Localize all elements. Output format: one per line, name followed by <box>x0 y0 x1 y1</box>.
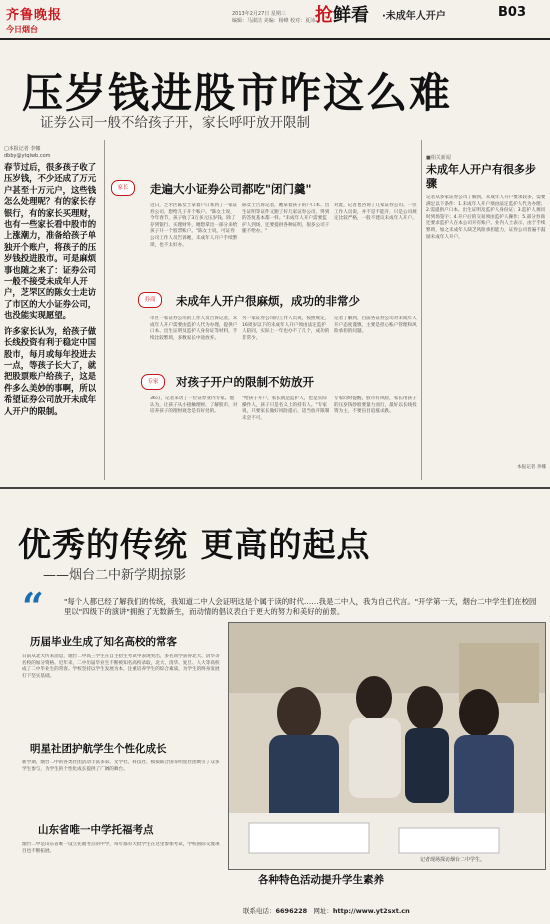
feature-section-heading: 明星社团护航学生个性化成长 <box>30 743 167 755</box>
sidebar-title: 未成年人开户有很多步骤 <box>426 163 536 190</box>
sidebar-body: 记者从多家证券公司了解到，未成年人开户要求较多，需要满足以下条件：1.未成年人开户须由法定监护人代为办理；2.需提供户口本、出生证明及监护人身份证；3.监护人须同时到场签字；4.开户后的交易须由监护人操作；5.部分券商还要求监护人在本公司开有账户。业内人士表示，由于手续繁琐，加之未成年人缺乏风险承担能力，证券公司普遍不鼓励未成年人开户。 <box>426 195 546 240</box>
photo-illustration <box>229 623 545 869</box>
section-heading: 走遍大小证券公司都吃"闭门羹" <box>150 182 312 196</box>
feature-section-body: 日前从北大传来消息，烟台二中高三学生在自主招生考试中表现突出，多名同学获得北大、清华等名校的加分资格。近年来，二中历届毕业生不断被知名高校录取，北大、清华、复旦、人大等高校成了二中毕业生的常客。学校坚持以学生发展为本，注重培养学生的综合素质，为学生的终身发展打下坚实基础。 <box>22 654 220 679</box>
headline: 压岁钱进股市咋这么难 <box>22 69 452 117</box>
contact-info <box>243 906 410 915</box>
feature-subheadline: ——烟台二中新学期掠影 <box>43 568 187 583</box>
section-column: 对此，记者也咨询了几家证券公司。一位工作人员说，并不是不能开，只是公司规定比较严格，一般不建议未成年人开户。 <box>334 203 417 222</box>
column-brand <box>315 1 369 27</box>
column-divider <box>104 140 105 480</box>
classroom-photo <box>228 622 546 870</box>
lead-text: 春节过后，很多孩子收了压岁钱，不少还成了万元户甚至十万元户，这些钱怎么处理呢？有的家长存银行，有的家长买理财，也有一些家长看中股市的上涨潮力，准备给孩子单独开个账户，将孩子的压岁钱投进股市。可是麻烦事也随之来了：证券公司一般不接受未成年人开户，芝罘区的陈女士走访了市区的大小证券公司，也没能实现愿望。 <box>4 162 97 321</box>
section-column: "给孩子开户，家长既是监护人，也是实际操作人，孩子只是名义上的持有人。"专家说，只要家长做好风险提示，适当放开限制未尝不可。 <box>242 396 330 421</box>
byline <box>4 146 51 160</box>
header-rule <box>0 38 550 40</box>
related-news-sidebar <box>426 154 546 472</box>
section-column: 记者了解到，目前各证券公司对未成年人开户态度谨慎，主要是担心账户管理和风险承担的问题。 <box>334 316 417 335</box>
pull-quote: "每个人都已经了解我们的传统，我知道二中人会证明这是个属于读的时代……我是二中人，我为自己代言。"开学第一天，烟台二中学生们在校园里以"四级下的演讲"拥抱了无数新生，而动情的倡议表白于更大的努力和美好的前景。 <box>64 597 537 616</box>
feature-section-heading: 各种特色活动提升学生素养 <box>258 874 384 886</box>
feature-section-body: 新学期，烟台二中的各类社团活动丰富多彩。文学社、科技社、模拟联合国等明星社团吸引了众多学生参与，为学生的个性化成长提供了广阔的舞台。 <box>22 760 220 772</box>
lead-paragraph <box>4 162 100 417</box>
column-divider <box>421 140 422 480</box>
feature-section-body: 烟台二中是山东省唯一设立托福考点的中学，每年都有大批学生在这里参加考试，学校国际交流项目也不断拓展。 <box>22 842 220 854</box>
masthead-title: 齐鲁晚报 <box>6 8 63 23</box>
section-heading: 未成年人开户很麻烦，成功的非常少 <box>176 294 360 308</box>
section-column: 市区一家证券公司的工作人员告诉记者，未成年人开户需要由监护人代为办理，提供户口本、出生证明及监护人身份证等材料，手续比较繁琐，多数家长中途放弃。 <box>150 316 238 341</box>
byline-email: dbby@ytqlwb.com <box>4 153 51 159</box>
feature-headline: 优秀的传统 更高的起点 <box>18 525 371 564</box>
feature-section-heading: 历届毕业生成了知名高校的常客 <box>30 636 177 648</box>
photo-caption: 记者现场探访烟台二中学生。 <box>420 857 486 863</box>
section-heading: 对孩子开户的限制不妨放开 <box>176 375 314 389</box>
feature-section-heading: 山东省唯一中学托福考点 <box>38 824 154 836</box>
issue-date: 2013年2月27日 星期三 <box>232 11 286 17</box>
contact-phone: 6696228 <box>275 907 308 915</box>
section-column: 专家同时提醒，股市有风险，家长用孩子的压岁钱炒股要量力而行，最好以长线投资为主，不要盲目追涨杀跌。 <box>334 396 417 415</box>
masthead-subtitle: 今日烟台 <box>6 25 38 34</box>
section-column: 另一家证券公司的工作人员说，按照规定，16周岁以下的未成年人开户须由法定监护人陪同，实际上一年也办不了几个，成功的非常少。 <box>242 316 330 341</box>
tag-expert: 专家 <box>141 374 165 390</box>
tag-brokers: 券商 <box>138 292 162 308</box>
lead-text-2: 许多家长认为，给孩子做长线投资有利于稳定中国股市，每月或每年投进去一点，等孩子长大了，就把股票账户给孩子，这是件多么美妙的事啊，所以希望证券公司放开未成年人开户的限制。 <box>4 325 97 416</box>
tag-parents: 家长 <box>111 180 135 196</box>
page-number: B03 <box>498 5 526 20</box>
issue-editors: 编辑：马淑洁 美编：杨峰 校对：夏沛 <box>232 18 316 24</box>
section-name: ·未成年人开户 <box>382 11 446 22</box>
story-divider <box>0 487 550 489</box>
section-column: 36日，记者采访了一位证券业内专家。他认为，让孩子从小接触理财、了解股市，对培养孩子的理财观念是有好处的。 <box>150 396 238 415</box>
byline-reporter: □本报记者 李娜 <box>4 146 41 152</box>
website-label: 网址： <box>313 907 333 915</box>
quote-mark-icon: “ <box>22 584 44 629</box>
brand-main: 鲜看 <box>333 5 369 26</box>
brand-prefix: 抢 <box>315 5 333 26</box>
subheadline: 证券公司一般不给孩子开，家长呼吁放开限制 <box>40 115 310 131</box>
masthead-logo <box>6 4 76 35</box>
section-column: 这日，芝罘区陈女士拿着户口本到了一家证券公司，想给儿子开个账户。"陈女士说，今年春节，孩子收了3万多元压岁钱，除了存到银行、买理财外，她想拿出一部分来给孩子开一个股票账户。"陈女士说，可证券公司工作人员告诉她，未成年人开户手续繁琐，也不太好办。 <box>150 203 238 248</box>
issue-meta <box>232 10 315 24</box>
contact-label: 联系电话： <box>243 907 276 915</box>
sidebar-reporter: 本报记者 李娜 <box>516 465 546 470</box>
website-url: http://www.yt2sxt.cn <box>332 907 410 915</box>
sidebar-label: ■相关新闻 <box>426 155 451 161</box>
section-column: 陈女士告诉记者，她拿着孩子的户口本、出生证明等证件又跑了好几家证券公司，得到的答复基本都一样。"未成年人开户需要监护人到场，还要提供各种证明，很多公司干脆不给办。" <box>242 203 330 235</box>
